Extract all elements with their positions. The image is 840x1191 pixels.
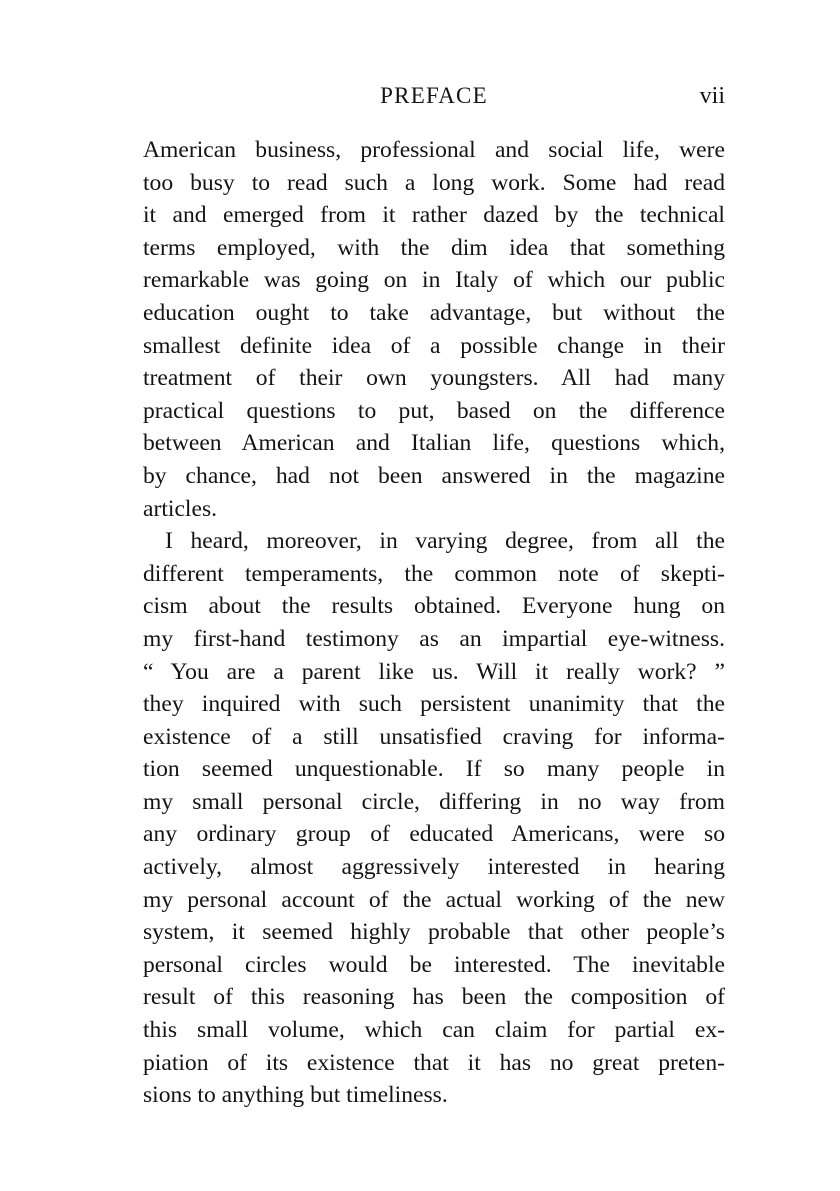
paragraph	[143, 134, 725, 525]
text-line: practical questions to put, based on the difference	[143, 397, 725, 424]
text-line: smallest definite idea of a possible change in their	[143, 332, 725, 359]
text-line: existence of a still unsatisfied craving for informa-	[143, 723, 725, 750]
text-line: I heard, moreover, in varying degree, from all the	[165, 528, 725, 555]
text-line: my personal account of the actual working of the new	[143, 886, 725, 913]
text-line: education ought to take advantage, but without the	[143, 299, 725, 326]
text-line: too busy to read such a long work. Some had read	[143, 169, 725, 196]
text-line: it and emerged from it rather dazed by the technical	[143, 202, 725, 229]
text-line: personal circles would be interested. The inevitable	[143, 951, 725, 978]
text-line: remarkable was going on in Italy of which our public	[143, 267, 725, 294]
text-line: system, it seemed highly probable that other people’s	[143, 919, 725, 946]
text-line: result of this reasoning has been the composition of	[143, 984, 725, 1011]
text-line: this small volume, which can claim for partial ex-	[143, 1017, 725, 1044]
text-line: articles.	[143, 495, 218, 522]
text-line: tion seemed unquestionable. If so many people in	[143, 756, 725, 783]
text-line: American business, professional and social life, were	[143, 137, 725, 163]
running-head-title: PREFACE	[380, 83, 488, 108]
body-text	[143, 134, 725, 1112]
text-line: any ordinary group of educated Americans, were so	[143, 821, 725, 848]
text-line: actively, almost aggressively interested in hearing	[143, 854, 725, 881]
running-head	[143, 80, 725, 112]
text-line: terms employed, with the dim idea that something	[143, 234, 725, 261]
text-line: my first-hand testimony as an impartial eye-witness.	[143, 625, 725, 652]
text-line: “ You are a parent like us. Will it really work? ”	[143, 658, 725, 685]
text-line: piation of its existence that it has no great preten-	[143, 1049, 725, 1076]
text-line: by chance, had not been answered in the magazine	[143, 462, 725, 489]
text-line: different temperaments, the common note of skepti-	[143, 560, 725, 587]
text-line: between American and Italian life, questions which,	[143, 430, 725, 457]
page-number: vii	[699, 83, 725, 109]
text-line: they inquired with such persistent unanimity that the	[143, 691, 725, 718]
text-line: cism about the results obtained. Everyone hung on	[143, 593, 725, 620]
text-line: sions to anything but timeliness.	[143, 1082, 448, 1109]
text-line: my small personal circle, differing in no way from	[143, 788, 725, 815]
text-line: treatment of their own youngsters. All had many	[143, 365, 725, 392]
paragraph	[143, 525, 725, 1112]
